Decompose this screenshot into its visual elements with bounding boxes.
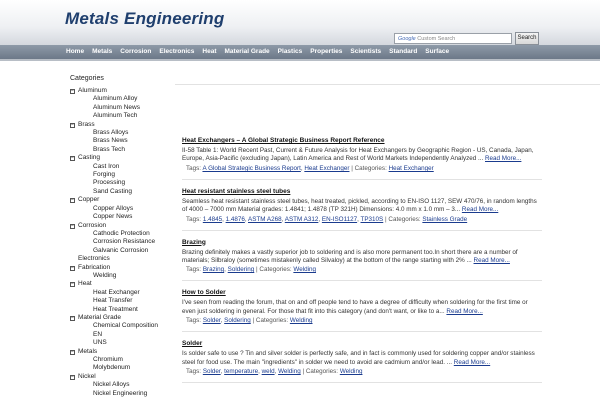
- nav-item[interactable]: Plastics: [277, 48, 303, 55]
- nav-item[interactable]: Corrosion: [120, 48, 152, 55]
- category-child[interactable]: Galvanic Corrosion: [93, 246, 149, 254]
- collapse-toggle-icon[interactable]: −: [71, 88, 74, 94]
- read-more-link[interactable]: Read More...: [461, 206, 499, 214]
- category-child[interactable]: Welding: [93, 271, 117, 279]
- category-child[interactable]: Copper Alloys: [93, 204, 134, 212]
- post-excerpt-text: II-58 Table 1: World Recent Past, Current & Future Analysis for Heat Exchangers by Geographic Region - US, Canada, Japan, Europe, Asia-Pacific (excluding Japan), Latin America and Rest of World Markets Independently Analyzed ...: [182, 147, 534, 163]
- category-child[interactable]: Forging: [93, 171, 116, 179]
- category-link[interactable]: Heat Exchanger: [388, 164, 434, 172]
- post-entry: [182, 239, 542, 282]
- post-divider: [182, 280, 542, 281]
- category-child[interactable]: Processing: [93, 179, 126, 187]
- nav-item[interactable]: Standard: [389, 48, 418, 55]
- category-parent[interactable]: [70, 373, 175, 381]
- post-excerpt: [182, 350, 542, 367]
- post-divider: [182, 230, 542, 231]
- categories-label: | Categories:: [351, 164, 387, 172]
- read-more-link[interactable]: Read More...: [446, 307, 483, 315]
- post-title[interactable]: Solder: [182, 340, 203, 348]
- post-entry: [182, 340, 542, 383]
- tag-link[interactable]: Brazing: [202, 266, 225, 274]
- collapse-toggle-icon[interactable]: −: [71, 222, 74, 229]
- category-parent[interactable]: [70, 314, 175, 322]
- category-child[interactable]: Aluminum Tech: [93, 112, 138, 120]
- category-child[interactable]: EN: [93, 330, 103, 338]
- category-link[interactable]: Stainless Grade: [422, 215, 468, 223]
- category-label[interactable]: Material Grade: [78, 313, 121, 321]
- nav-item[interactable]: Properties: [310, 48, 343, 55]
- category-child[interactable]: Nickel Alloys: [93, 381, 130, 389]
- post-excerpt-text: Is solder safe to use ? Tin and silver solder is perfectly safe, and in fact is commonly used for soldering copper and/or stainless steel for food use. The main "ingredients" in solder we need to avoid are cadmium and/or lead. ...: [182, 350, 535, 366]
- category-parent[interactable]: [70, 264, 175, 272]
- post-meta: Tags: Solder, Soldering | Categories: Welding: [186, 317, 313, 325]
- categories-label: | Categories:: [256, 266, 292, 274]
- tag-link[interactable]: Welding: [278, 368, 301, 376]
- tags-label: Tags:: [186, 266, 202, 274]
- category-link[interactable]: Welding: [289, 317, 313, 325]
- post-entry: [182, 289, 542, 332]
- tags-label: Tags:: [186, 368, 202, 376]
- category-child[interactable]: Brass Tech: [93, 145, 126, 153]
- post-title[interactable]: Brazing: [182, 238, 206, 246]
- collapse-toggle-icon[interactable]: −: [71, 197, 74, 204]
- category-child[interactable]: Sand Casting: [93, 187, 133, 195]
- tags-label: Tags:: [186, 164, 202, 172]
- category-child[interactable]: Heat Exchanger: [93, 288, 140, 296]
- category-label[interactable]: Aluminum: [78, 87, 107, 94]
- tag-link[interactable]: 1.4845: [202, 215, 223, 223]
- category-child[interactable]: Aluminum Alloy: [93, 95, 138, 103]
- tag-link[interactable]: weld: [261, 368, 275, 376]
- category-label[interactable]: Heat: [78, 280, 92, 288]
- post-divider: [182, 382, 542, 383]
- nav-item[interactable]: Scientists: [350, 48, 382, 55]
- category-child[interactable]: Nickel Engineering: [93, 389, 148, 397]
- category-child[interactable]: Corrosion Resistance: [93, 238, 156, 246]
- tag-link[interactable]: TP310S: [360, 215, 384, 223]
- tag-link[interactable]: 1.4876: [225, 215, 245, 223]
- collapse-toggle-icon[interactable]: −: [71, 314, 74, 321]
- collapse-toggle-icon[interactable]: −: [71, 155, 74, 162]
- category-child[interactable]: Heat Treatment: [93, 305, 138, 313]
- tag-link[interactable]: Solder: [202, 368, 221, 376]
- category-child[interactable]: Cast Iron: [93, 162, 120, 170]
- collapse-toggle-icon[interactable]: −: [71, 348, 74, 355]
- tag-link[interactable]: Solder: [202, 317, 221, 325]
- tag-link[interactable]: ASTM A312: [284, 215, 319, 223]
- post-divider: [182, 179, 542, 180]
- sidebar-categories: [70, 75, 175, 398]
- post-entry: [182, 137, 542, 180]
- post-excerpt: [182, 299, 542, 316]
- category-parent[interactable]: [70, 348, 175, 356]
- category-label[interactable]: Corrosion: [78, 221, 107, 229]
- post-divider: [182, 331, 542, 332]
- read-more-link[interactable]: Read More...: [485, 155, 522, 163]
- category-child[interactable]: Chemical Composition: [93, 322, 159, 330]
- category-tree: [70, 87, 175, 398]
- search-brand: Google: [398, 36, 416, 42]
- post-excerpt-text: Seamless heat resistant stainless steel tubes, heat treated, pickled, according to EN-ISO 1127, SEW 470/76, in random lengths of 4000 – 7000 mm Material grades: 1.4841; 1.4878 (TP 321H) Dimensions: 4.0 mm x 1.0 mm – 3...: [182, 197, 537, 214]
- tag-link[interactable]: EN-ISO1127: [321, 215, 358, 223]
- category-child[interactable]: Molybdenum: [93, 364, 131, 372]
- post-excerpt: [182, 147, 542, 164]
- category-child[interactable]: Brass News: [93, 137, 128, 145]
- tag-link[interactable]: ASTM A268: [248, 215, 282, 223]
- main-navigation: [0, 45, 600, 59]
- read-more-link[interactable]: Read More...: [473, 257, 510, 265]
- category-child[interactable]: Copper News: [93, 213, 133, 221]
- category-label[interactable]: Nickel: [78, 372, 96, 380]
- category-parent[interactable]: [70, 87, 175, 95]
- post-title[interactable]: Heat Exchangers – A Global Strategic Business Report Reference: [182, 137, 385, 144]
- tag-link[interactable]: Soldering: [224, 317, 251, 325]
- category-label[interactable]: Copper: [78, 196, 100, 204]
- category-label[interactable]: Brass: [78, 120, 95, 128]
- tag-link[interactable]: temperature: [224, 368, 259, 376]
- nav-list: [62, 45, 453, 59]
- post-excerpt-text: I've seen from reading the forum, that on and off people tend to have a degree of difficulty when soldering for the first time or even just soldering in general. For those that fit into this category (and don't want, or like to a...: [182, 299, 528, 315]
- site-title[interactable]: Metals Engineering: [65, 9, 225, 28]
- post-excerpt: [182, 249, 542, 266]
- tags-label: Tags:: [186, 317, 202, 325]
- nav-item[interactable]: Metals: [92, 48, 113, 55]
- post-meta: Tags: 1.4845, 1.4876, ASTM A268, ASTM A312, EN-ISO1127, TP310S | Categories: Stainless Grade: [186, 215, 468, 223]
- category-label[interactable]: Casting: [78, 154, 101, 162]
- collapse-toggle-icon[interactable]: −: [71, 373, 74, 380]
- category-label[interactable]: Metals: [78, 347, 98, 355]
- tag-link[interactable]: A Global Strategic Business Report: [202, 164, 301, 172]
- site-header: [0, 0, 600, 45]
- category-child[interactable]: Chromium: [93, 356, 123, 363]
- post-list: [182, 137, 542, 391]
- nav-item[interactable]: Surface: [425, 48, 450, 55]
- tag-link[interactable]: Heat Exchanger: [304, 164, 350, 172]
- read-more-link[interactable]: Read More...: [453, 358, 491, 366]
- post-excerpt: [182, 198, 542, 215]
- category-child[interactable]: Brass Alloys: [93, 129, 129, 137]
- content-divider: [175, 84, 600, 85]
- category-parent[interactable]: [70, 196, 175, 204]
- nav-item[interactable]: Material Grade: [224, 48, 270, 55]
- category-child[interactable]: UNS: [93, 339, 107, 347]
- post-meta: Tags: Brazing, Soldering | Categories: Welding: [186, 266, 317, 274]
- post-meta: Tags: Solder, temperature, weld, Welding | Categories: Welding: [186, 368, 363, 376]
- category-parent[interactable]: [70, 280, 175, 288]
- collapse-toggle-icon[interactable]: −: [71, 264, 74, 271]
- category-label[interactable]: Fabrication: [78, 263, 111, 271]
- nav-item[interactable]: Electronics: [159, 48, 195, 55]
- categories-label: | Categories:: [385, 215, 421, 223]
- navbar-divider: [0, 59, 600, 61]
- search-input[interactable]: [394, 33, 512, 44]
- nav-item[interactable]: Home: [66, 48, 85, 55]
- category-child[interactable]: Heat Transfer: [93, 297, 133, 305]
- collapse-toggle-icon[interactable]: −: [71, 121, 74, 128]
- post-meta: Tags: A Global Strategic Business Report, Heat Exchanger | Categories: Heat Exchanger: [186, 164, 434, 172]
- category-item[interactable]: Electronics: [78, 255, 110, 263]
- tag-link[interactable]: Soldering: [227, 266, 255, 274]
- category-child[interactable]: Aluminum News: [93, 103, 140, 111]
- category-parent[interactable]: [70, 121, 175, 129]
- category-link[interactable]: Welding: [293, 266, 317, 274]
- categories-label: | Categories:: [252, 317, 289, 325]
- post-title[interactable]: How to Solder: [182, 289, 226, 297]
- categories-title: Categories: [70, 75, 104, 82]
- nav-item[interactable]: Heat: [202, 48, 217, 55]
- collapse-toggle-icon[interactable]: −: [71, 281, 74, 288]
- search-button[interactable]: Search: [515, 32, 539, 45]
- tags-label: Tags:: [186, 215, 202, 223]
- category-link[interactable]: Welding: [339, 368, 363, 376]
- post-title[interactable]: Heat resistant stainless steel tubes: [182, 187, 291, 195]
- category-parent[interactable]: [70, 154, 175, 162]
- category-parent[interactable]: [70, 222, 175, 230]
- search-placeholder: Custom Search: [417, 36, 456, 42]
- post-excerpt-text: Brazing definitely makes a vastly superior job to soldering and is also more permanent too.In short there are a number of materials; Silbraloy (sometimes mistakenly called Silvaloy) at the bottom of the range starting with 2% ...: [182, 248, 518, 265]
- post-entry: [182, 188, 542, 231]
- category-child[interactable]: Cathodic Protection: [93, 229, 150, 237]
- categories-label: | Categories:: [302, 368, 339, 376]
